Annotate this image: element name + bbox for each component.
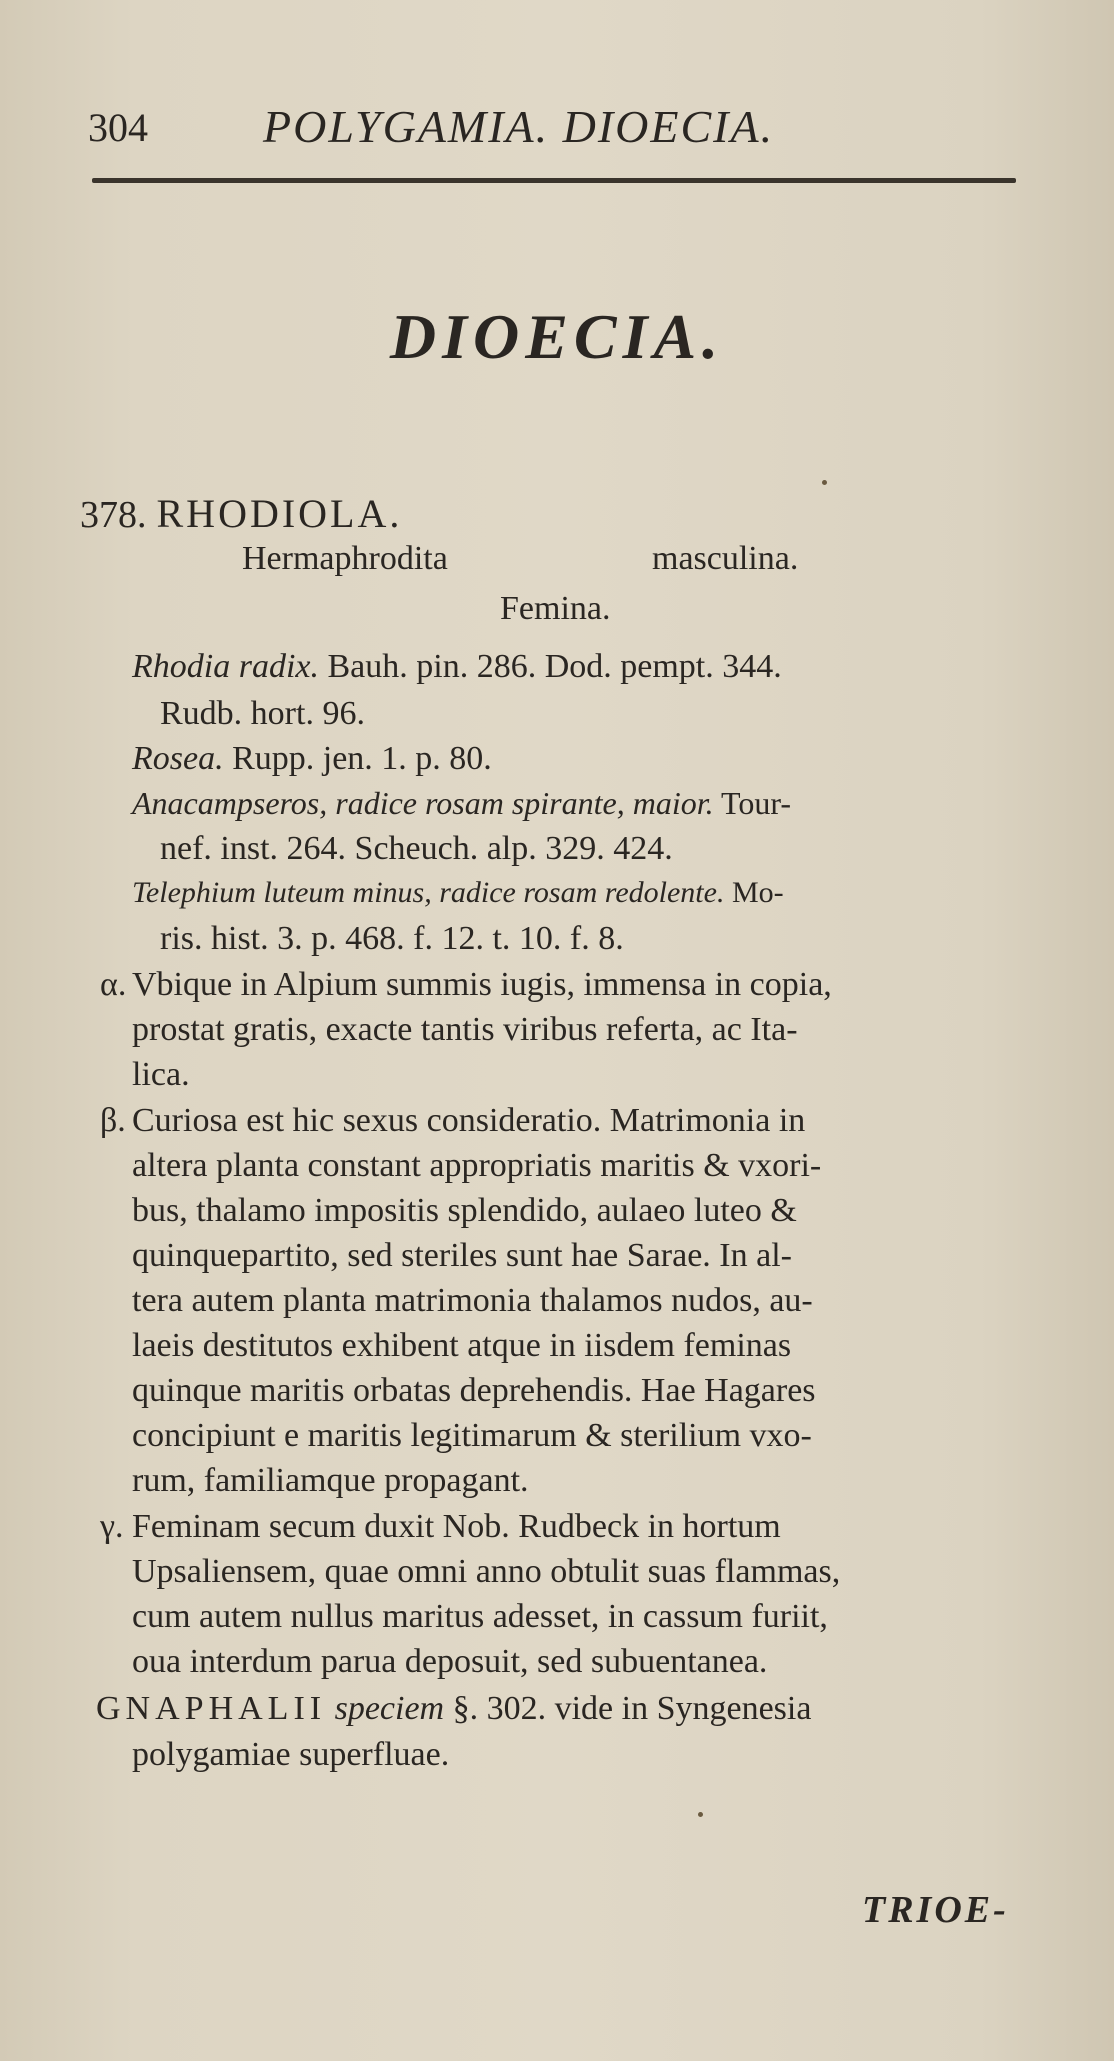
- synonym-1: [132, 648, 782, 686]
- running-head: [88, 100, 1018, 160]
- synonym-4: [132, 876, 784, 910]
- genus-number: 378.: [80, 494, 147, 536]
- synonym-3: [132, 785, 791, 822]
- synonym-1-cont: Rudb. hort. 96.: [160, 695, 365, 732]
- note-beta-line: tera autem planta matrimonia thalamos nudos, au-: [132, 1282, 813, 1319]
- synonym-3-cont: nef. inst. 264. Scheuch. alp. 329. 424.: [160, 830, 673, 867]
- synonym-2: [132, 740, 492, 778]
- gnaphalii-ref: §. 302. vide in Syngenesia: [452, 1690, 812, 1727]
- gnaphalii-name: GNAPHALII: [96, 1690, 327, 1727]
- header-rule: [92, 178, 1016, 183]
- catchword: TRIOE-: [862, 1889, 1009, 1931]
- note-alpha-marker: α.: [100, 966, 127, 1003]
- note-alpha-line: lica.: [132, 1056, 190, 1093]
- ink-speck: [822, 480, 827, 485]
- note-alpha-line: prostat gratis, exacte tantis viribus referta, ac Ita-: [132, 1011, 798, 1048]
- page-number: 304: [88, 105, 148, 150]
- note-gamma-line: cum autem nullus maritus adesset, in cassum furiit,: [132, 1598, 828, 1635]
- note-beta-marker: β.: [100, 1102, 126, 1139]
- section-title: DIOECIA.: [389, 301, 725, 372]
- flower-hermaphrodita: Hermaphrodita: [242, 540, 448, 577]
- flower-femina: Femina.: [500, 590, 611, 627]
- note-gamma-line: Upsaliensem, quae omni anno obtulit suas flammas,: [132, 1553, 841, 1590]
- synonym-ref: Bauh. pin. 286. Dod. pempt. 344.: [327, 648, 782, 685]
- synonym-name: Anacampseros, radice rosam spirante, maior.: [132, 785, 714, 821]
- note-beta-line: quinquepartito, sed steriles sunt hae Sarae. In al-: [132, 1237, 792, 1274]
- genus-name: RHODIOLA.: [156, 491, 403, 536]
- running-title: POLYGAMIA. DIOECIA.: [263, 101, 775, 152]
- note-gamma-marker: γ.: [100, 1508, 124, 1545]
- note-beta-line: concipiunt e maritis legitimarum & sterilium vxo-: [132, 1417, 812, 1454]
- ink-speck: [698, 1812, 703, 1817]
- note-beta-line: Curiosa est hic sexus consideratio. Matrimonia in: [132, 1102, 806, 1139]
- synonym-4-cont: ris. hist. 3. p. 468. f. 12. t. 10. f. 8.: [160, 920, 624, 957]
- synonym-name: Telephium luteum minus, radice rosam redolente.: [132, 876, 725, 909]
- gnaphalii-entry: [96, 1690, 811, 1728]
- note-gamma-line: oua interdum parua deposuit, sed subuentanea.: [132, 1643, 768, 1680]
- synonym-ref: Mo-: [731, 876, 784, 909]
- synonym-ref: Tour-: [721, 785, 792, 821]
- synonym-ref: Rupp. jen. 1. p. 80.: [232, 740, 492, 777]
- note-beta-line: bus, thalamo impositis splendido, aulaeo luteo &: [132, 1192, 797, 1229]
- gnaphalii-italic: speciem: [334, 1690, 445, 1727]
- flower-masculina: masculina.: [652, 540, 799, 577]
- gnaphalii-cont: polygamiae superfluae.: [132, 1736, 450, 1773]
- note-beta-line: laeis destitutos exhibent atque in iisdem feminas: [132, 1327, 792, 1364]
- note-beta-line: rum, familiamque propagant.: [132, 1462, 529, 1499]
- synonym-name: Rosea.: [132, 740, 224, 777]
- synonym-name: Rhodia radix.: [132, 648, 319, 685]
- genus-heading: [80, 490, 402, 537]
- note-alpha-line: Vbique in Alpium summis iugis, immensa in copia,: [132, 966, 832, 1003]
- note-gamma-line: Feminam secum duxit Nob. Rudbeck in hortum: [132, 1508, 781, 1545]
- note-beta-line: quinque maritis orbatas deprehendis. Hae Hagares: [132, 1372, 816, 1409]
- note-beta-line: altera planta constant appropriatis maritis & vxori-: [132, 1147, 822, 1184]
